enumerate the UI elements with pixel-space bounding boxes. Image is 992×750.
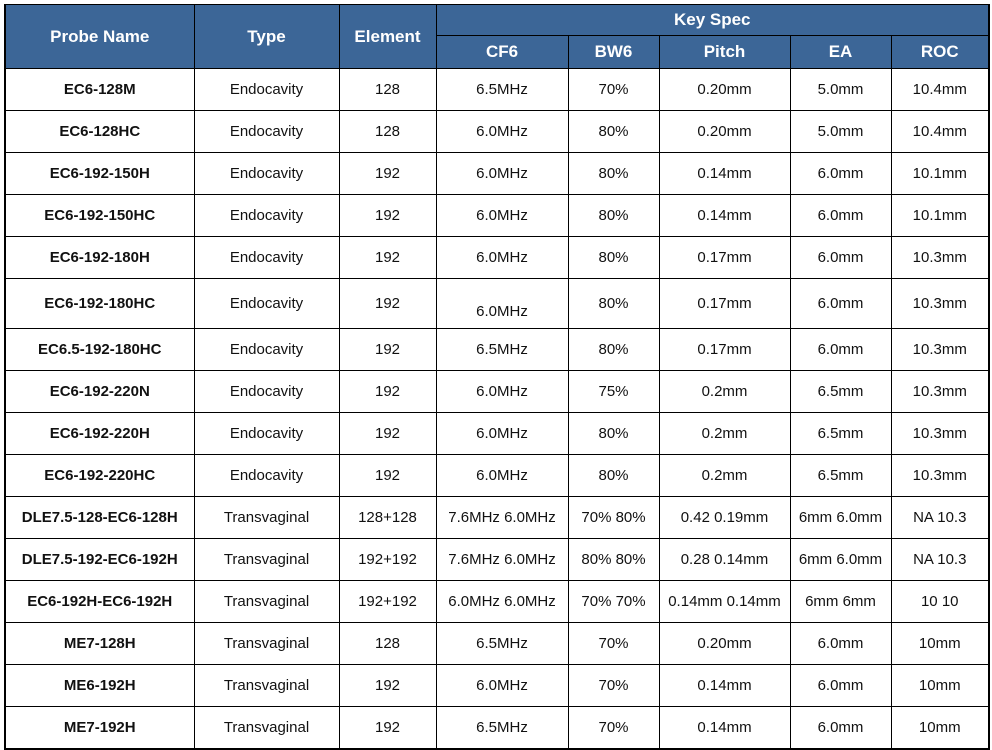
- bw6-cell: 70%: [568, 707, 659, 750]
- probe-name-cell: EC6.5-192-180HC: [5, 329, 194, 371]
- element-cell: 192: [339, 195, 436, 237]
- type-cell: Endocavity: [194, 69, 339, 111]
- type-cell: Transvaginal: [194, 623, 339, 665]
- table-row: [5, 707, 989, 750]
- ea-cell: 6.0mm: [790, 665, 891, 707]
- cf6-cell: 6.5MHz: [436, 623, 568, 665]
- table-row: [5, 279, 989, 329]
- bw6-cell: 70% 70%: [568, 581, 659, 623]
- element-cell: 192: [339, 329, 436, 371]
- type-cell: Transvaginal: [194, 707, 339, 750]
- roc-cell: 10.4mm: [891, 69, 989, 111]
- pitch-cell: 0.17mm: [659, 237, 790, 279]
- cf6-cell: 6.0MHz: [436, 665, 568, 707]
- table-row: [5, 623, 989, 665]
- bw6-cell: 80%: [568, 455, 659, 497]
- pitch-cell: 0.20mm: [659, 623, 790, 665]
- cf6-cell: 6.0MHz: [436, 371, 568, 413]
- bw6-cell: 80%: [568, 195, 659, 237]
- probe-name-cell: EC6-192H-EC6-192H: [5, 581, 194, 623]
- roc-cell: 10.3mm: [891, 237, 989, 279]
- table-row: [5, 237, 989, 279]
- probe-name-cell: EC6-192-220HC: [5, 455, 194, 497]
- element-cell: 192: [339, 153, 436, 195]
- cf6-cell: 6.0MHz: [436, 111, 568, 153]
- ea-cell: 6mm 6.0mm: [790, 539, 891, 581]
- bw6-cell: 75%: [568, 371, 659, 413]
- bw6-cell: 70%: [568, 69, 659, 111]
- pitch-cell: 0.42 0.19mm: [659, 497, 790, 539]
- header-pitch: Pitch: [659, 36, 790, 69]
- pitch-cell: 0.14mm: [659, 195, 790, 237]
- probe-name-cell: EC6-192-150H: [5, 153, 194, 195]
- cf6-cell: 6.0MHz: [436, 279, 568, 329]
- bw6-cell: 80%: [568, 237, 659, 279]
- type-cell: Transvaginal: [194, 665, 339, 707]
- table-row: [5, 69, 989, 111]
- ea-cell: 6.0mm: [790, 279, 891, 329]
- table-row: [5, 195, 989, 237]
- pitch-cell: 0.17mm: [659, 279, 790, 329]
- table-row: [5, 413, 989, 455]
- bw6-cell: 70%: [568, 623, 659, 665]
- table-row: [5, 539, 989, 581]
- type-cell: Endocavity: [194, 153, 339, 195]
- ea-cell: 6.5mm: [790, 455, 891, 497]
- roc-cell: 10.1mm: [891, 195, 989, 237]
- table-body: [5, 69, 989, 750]
- bw6-cell: 70%: [568, 665, 659, 707]
- ea-cell: 6.5mm: [790, 413, 891, 455]
- roc-cell: 10 10: [891, 581, 989, 623]
- element-cell: 192: [339, 413, 436, 455]
- type-cell: Endocavity: [194, 195, 339, 237]
- type-cell: Transvaginal: [194, 497, 339, 539]
- element-cell: 128+128: [339, 497, 436, 539]
- cf6-cell: 6.0MHz: [436, 195, 568, 237]
- table-row: [5, 153, 989, 195]
- bw6-cell: 80%: [568, 153, 659, 195]
- roc-cell: 10.3mm: [891, 329, 989, 371]
- bw6-cell: 80%: [568, 413, 659, 455]
- bw6-cell: 70% 80%: [568, 497, 659, 539]
- element-cell: 128: [339, 111, 436, 153]
- ea-cell: 6mm 6.0mm: [790, 497, 891, 539]
- header-roc: ROC: [891, 36, 989, 69]
- probe-name-cell: DLE7.5-128-EC6-128H: [5, 497, 194, 539]
- element-cell: 192: [339, 707, 436, 750]
- cf6-cell: 6.0MHz: [436, 153, 568, 195]
- probe-name-cell: EC6-128M: [5, 69, 194, 111]
- element-cell: 192: [339, 237, 436, 279]
- ea-cell: 6.0mm: [790, 623, 891, 665]
- roc-cell: 10.3mm: [891, 279, 989, 329]
- header-probe-name: Probe Name: [5, 5, 194, 69]
- cf6-cell: 6.0MHz 6.0MHz: [436, 581, 568, 623]
- probe-name-cell: EC6-128HC: [5, 111, 194, 153]
- pitch-cell: 0.28 0.14mm: [659, 539, 790, 581]
- pitch-cell: 0.14mm: [659, 707, 790, 750]
- table-row: [5, 581, 989, 623]
- element-cell: 192: [339, 371, 436, 413]
- type-cell: Endocavity: [194, 111, 339, 153]
- header-key-spec: Key Spec: [436, 5, 989, 36]
- pitch-cell: 0.14mm: [659, 153, 790, 195]
- bw6-cell: 80% 80%: [568, 539, 659, 581]
- bw6-cell: 80%: [568, 329, 659, 371]
- probe-name-cell: DLE7.5-192-EC6-192H: [5, 539, 194, 581]
- header-type: Type: [194, 5, 339, 69]
- cf6-cell: 7.6MHz 6.0MHz: [436, 539, 568, 581]
- table-row: [5, 497, 989, 539]
- table-row: [5, 329, 989, 371]
- element-cell: 192+192: [339, 539, 436, 581]
- pitch-cell: 0.2mm: [659, 371, 790, 413]
- type-cell: Transvaginal: [194, 581, 339, 623]
- roc-cell: 10.4mm: [891, 111, 989, 153]
- probe-spec-table: [4, 4, 990, 750]
- cf6-cell: 6.5MHz: [436, 329, 568, 371]
- ea-cell: 6.0mm: [790, 195, 891, 237]
- ea-cell: 5.0mm: [790, 69, 891, 111]
- roc-cell: NA 10.3: [891, 539, 989, 581]
- header-bw6: BW6: [568, 36, 659, 69]
- ea-cell: 6.0mm: [790, 329, 891, 371]
- cf6-cell: 6.0MHz: [436, 237, 568, 279]
- roc-cell: 10mm: [891, 707, 989, 750]
- probe-name-cell: ME7-128H: [5, 623, 194, 665]
- cf6-cell: 6.0MHz: [436, 455, 568, 497]
- probe-name-cell: EC6-192-220H: [5, 413, 194, 455]
- ea-cell: 5.0mm: [790, 111, 891, 153]
- type-cell: Endocavity: [194, 371, 339, 413]
- probe-name-cell: EC6-192-220N: [5, 371, 194, 413]
- pitch-cell: 0.14mm 0.14mm: [659, 581, 790, 623]
- probe-name-cell: EC6-192-180H: [5, 237, 194, 279]
- bw6-cell: 80%: [568, 279, 659, 329]
- roc-cell: 10mm: [891, 665, 989, 707]
- ea-cell: 6.0mm: [790, 153, 891, 195]
- roc-cell: 10.3mm: [891, 413, 989, 455]
- type-cell: Transvaginal: [194, 539, 339, 581]
- type-cell: Endocavity: [194, 455, 339, 497]
- cf6-cell: 6.0MHz: [436, 413, 568, 455]
- ea-cell: 6mm 6mm: [790, 581, 891, 623]
- probe-name-cell: EC6-192-180HC: [5, 279, 194, 329]
- header-cf6: CF6: [436, 36, 568, 69]
- roc-cell: NA 10.3: [891, 497, 989, 539]
- pitch-cell: 0.17mm: [659, 329, 790, 371]
- type-cell: Endocavity: [194, 329, 339, 371]
- pitch-cell: 0.20mm: [659, 69, 790, 111]
- roc-cell: 10.3mm: [891, 455, 989, 497]
- ea-cell: 6.5mm: [790, 371, 891, 413]
- pitch-cell: 0.20mm: [659, 111, 790, 153]
- table-row: [5, 455, 989, 497]
- table-row: [5, 371, 989, 413]
- pitch-cell: 0.14mm: [659, 665, 790, 707]
- type-cell: Endocavity: [194, 413, 339, 455]
- header-ea: EA: [790, 36, 891, 69]
- pitch-cell: 0.2mm: [659, 413, 790, 455]
- pitch-cell: 0.2mm: [659, 455, 790, 497]
- type-cell: Endocavity: [194, 279, 339, 329]
- cf6-cell: 6.5MHz: [436, 69, 568, 111]
- ea-cell: 6.0mm: [790, 707, 891, 750]
- element-cell: 128: [339, 623, 436, 665]
- element-cell: 192: [339, 665, 436, 707]
- roc-cell: 10mm: [891, 623, 989, 665]
- ea-cell: 6.0mm: [790, 237, 891, 279]
- table-row: [5, 111, 989, 153]
- bw6-cell: 80%: [568, 111, 659, 153]
- table-row: [5, 665, 989, 707]
- roc-cell: 10.1mm: [891, 153, 989, 195]
- header-row-top: [5, 5, 989, 36]
- element-cell: 192+192: [339, 581, 436, 623]
- probe-name-cell: EC6-192-150HC: [5, 195, 194, 237]
- header-element: Element: [339, 5, 436, 69]
- probe-name-cell: ME7-192H: [5, 707, 194, 750]
- type-cell: Endocavity: [194, 237, 339, 279]
- roc-cell: 10.3mm: [891, 371, 989, 413]
- element-cell: 128: [339, 69, 436, 111]
- element-cell: 192: [339, 455, 436, 497]
- element-cell: 192: [339, 279, 436, 329]
- probe-name-cell: ME6-192H: [5, 665, 194, 707]
- cf6-cell: 6.5MHz: [436, 707, 568, 750]
- cf6-cell: 7.6MHz 6.0MHz: [436, 497, 568, 539]
